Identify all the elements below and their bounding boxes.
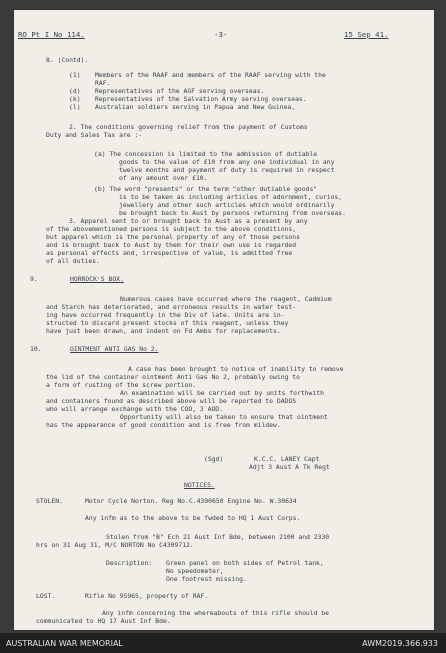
section-9-number: 9. bbox=[30, 275, 38, 283]
sub-a-line: goods to the value of £10 from any one individual in any bbox=[119, 158, 335, 166]
paragraph-3-line: as personal effects and, irrespective of value, is admitted free bbox=[46, 249, 293, 257]
section-10-number: 10. bbox=[30, 345, 42, 353]
description-line: No speedometer, bbox=[166, 567, 224, 575]
notices-title: NOTICES. bbox=[184, 481, 215, 489]
signed-marker: (Sgd) bbox=[204, 455, 224, 463]
item-key: (l) bbox=[69, 103, 81, 111]
section-10-line: has the appearance of good condition and is free from mildew. bbox=[46, 421, 281, 429]
paragraph-line: 2. The conditions governing relief from the payment of Customs bbox=[69, 123, 308, 131]
document-reference: RO Pt I No 114. bbox=[18, 30, 85, 39]
section-10-line: An examination will be carried out by units forthwith bbox=[120, 389, 324, 397]
paragraph-3-line: of all duties. bbox=[46, 257, 100, 265]
section-10-line: a form of rusting of the screw portion. bbox=[46, 381, 197, 389]
stolen-detail-line: hrs on 31 Aug 31, M/C NORTON No C4309712. bbox=[36, 541, 194, 549]
section-10-line: A case has been brought to notice of inability to remove bbox=[128, 365, 344, 373]
paragraph-3-line: but apparel which is the personal property of any of those persons bbox=[46, 233, 300, 241]
stolen-item: Motor Cycle Norton. Reg No.C.4390650 Engine No. W.30634 bbox=[85, 497, 297, 505]
stolen-label: STOLEN. bbox=[36, 497, 63, 505]
stolen-detail-line: Stolen from "B" Ech 21 Aust Inf Bde, between 2100 and 2330 bbox=[106, 533, 330, 541]
section-9-line: structed to discard present stocks of this reagent, unless they bbox=[46, 319, 289, 327]
section-10-line: and containers found as described above will be reported to DADOS bbox=[46, 397, 297, 405]
signatory-name: K.C.C. LANEY Capt bbox=[254, 455, 320, 463]
sub-a-line: of any amount over £10. bbox=[119, 174, 208, 182]
signatory-title: Adjt 3 Aust A Tk Regt bbox=[249, 463, 330, 471]
lost-label: LOST. bbox=[36, 592, 56, 600]
page-number: -3- bbox=[214, 30, 228, 39]
archive-id: AWM2019.366.933 bbox=[362, 639, 438, 648]
document-page bbox=[14, 10, 434, 630]
section-8-heading: 8. (Contd). bbox=[46, 56, 89, 64]
sub-b-line: (b) The word "presents" or the term "other dutiable goods" bbox=[94, 185, 318, 193]
section-9-line: have just been drawn, and indent on Fd Ambs for replacements. bbox=[46, 327, 281, 335]
section-10-line: who will arrange exchange with the COO, 3 AOD. bbox=[46, 405, 223, 413]
item-key: (1) bbox=[69, 71, 81, 79]
item-line: Representatives of the Salvation Army serving overseas. bbox=[95, 95, 307, 103]
lost-info-line: communicated to HQ 17 Aust Inf Bde. bbox=[36, 617, 171, 625]
section-9-line: Numerous cases have occurred where the reagent, Cadmium bbox=[120, 295, 332, 303]
archive-footer bbox=[0, 633, 446, 653]
description-label: Description: bbox=[106, 559, 153, 567]
sub-b-line: jewellery and other such articles which would ordinarily bbox=[119, 201, 335, 209]
lost-item: Rifle No 95965, property of RAF. bbox=[85, 592, 209, 600]
item-line: Australian soldiers serving in Papua and New Guinea, bbox=[95, 103, 296, 111]
paragraph-3-line: 3. Apparel sent to or brought back to Aust as a present by any bbox=[69, 217, 308, 225]
item-line: RAF. bbox=[95, 79, 111, 87]
item-key: (d) bbox=[69, 87, 81, 95]
section-9-line: ing have occurred frequently in the Div of late. Units are in- bbox=[46, 311, 285, 319]
section-10-line: the lid of the container ointment Anti Gas No 2, probably owing to bbox=[46, 373, 300, 381]
section-9-title: HORROCK'S BOX. bbox=[70, 275, 124, 283]
section-9-line: and Starch has deteriorated, and erroneous results in water test- bbox=[46, 303, 297, 311]
item-key: (k) bbox=[69, 95, 81, 103]
lost-info-line: Any infm concerning the whereabouts of this rifle should be bbox=[102, 609, 330, 617]
section-10-line: Opportunity will also be taken to ensure that ointment bbox=[120, 413, 328, 421]
sub-a-line: twelve months and payment of duty is required in respect bbox=[119, 166, 335, 174]
sub-a-line: (a) The concession is limited to the admission of dutiable bbox=[94, 150, 318, 158]
paragraph-line: Duty and Sales Tax are :- bbox=[46, 131, 143, 139]
section-10-title: OINTMENT ANTI GAS No 2. bbox=[70, 345, 159, 353]
item-line: Representatives of the AGF serving overseas. bbox=[95, 87, 265, 95]
stolen-info: Any infm as to the above to be fwded to HQ 1 Aust Corps. bbox=[85, 514, 301, 522]
description-line: Green panel on both sides of Petrol tank, bbox=[166, 559, 324, 567]
sub-b-line: be brought back to Aust by persons returning from overseas. bbox=[119, 209, 347, 217]
paragraph-3-line: of the abovementioned persons is subject to the above conditions, bbox=[46, 225, 297, 233]
document-date: 15 Sep 41. bbox=[344, 30, 389, 39]
sub-b-line: is to be taken as including articles of adornment, curios, bbox=[119, 193, 343, 201]
item-line: Members of the RAAF and members of the RAAF serving with the bbox=[95, 71, 326, 79]
paragraph-3-line: and is brought back to Aust by them for their own use is regarded bbox=[46, 241, 297, 249]
archive-name: AUSTRALIAN WAR MEMORIAL bbox=[6, 639, 123, 648]
description-line: One footrest missing. bbox=[166, 575, 247, 583]
